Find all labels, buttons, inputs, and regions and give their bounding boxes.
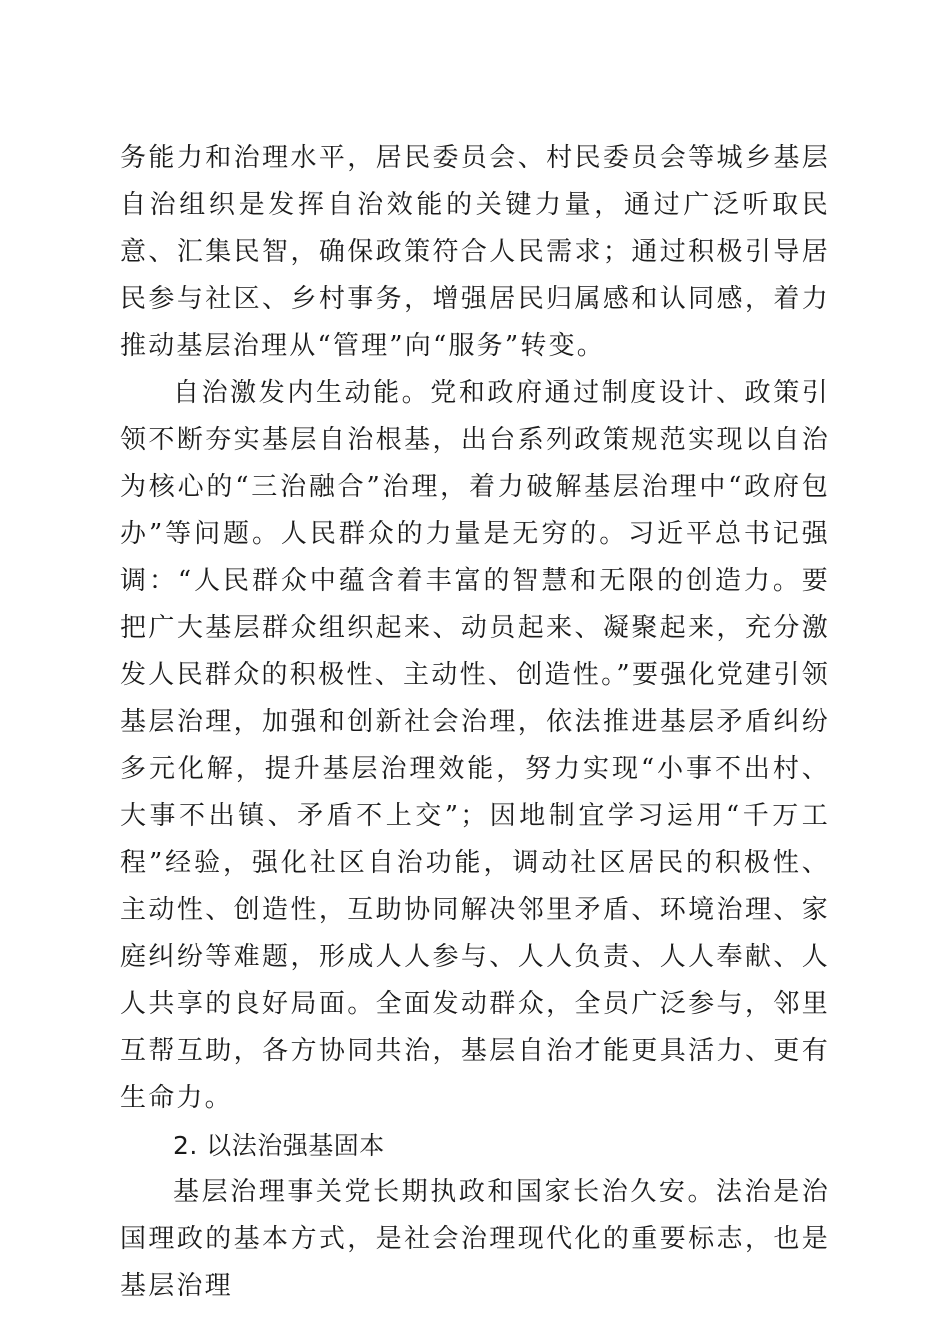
section-heading: 2. 以法治强基固本 bbox=[173, 1131, 385, 1160]
paragraph-continuation: 务能力和治理水平，居民委员会、村民委员会等城乡基层自治组织是发挥自治效能的关键力量，通过广泛听取民意、汇集民智，确保政策符合人民需求；通过积极引导居民参与社区、乡村事务，增强居民归属感和认同感，着力推动基层治理从“管理”向“服务”转变。 bbox=[120, 143, 830, 361]
document-body bbox=[120, 135, 830, 1310]
paragraph-self-governance: 自治激发内生动能。党和政府通过制度设计、政策引领不断夯实基层自治根基，出台系列政策规范实现以自治为核心的“三治融合”治理，着力破解基层治理中“政府包办”等问题。人民群众的力量是无穷的。习近平总书记强调：“人民群众中蕴含着丰富的智慧和无限的创造力。要把广大基层群众组织起来、动员起来、凝聚起来，充分激发人民群众的积极性、主动性、创造性。”要强化党建引领基层治理，加强和创新社会治理，依法推进基层矛盾纠纷多元化解，提升基层治理效能，努力实现“小事不出村、大事不出镇、矛盾不上交”；因地制宜学习运用“千万工程”经验，强化社区自治功能，调动社区居民的积极性、主动性、创造性，互助协同解决邻里矛盾、环境治理、家庭纠纷等难题，形成人人参与、人人负责、人人奉献、人人共享的良好局面。全面发动群众，全员广泛参与，邻里互帮互助，各方协同共治，基层自治才能更具活力、更有生命力。 bbox=[120, 378, 830, 1113]
paragraph-rule-of-law: 基层治理事关党长期执政和国家长治久安。法治是治国理政的基本方式，是社会治理现代化的重要标志，也是基层治理 bbox=[120, 1177, 830, 1301]
